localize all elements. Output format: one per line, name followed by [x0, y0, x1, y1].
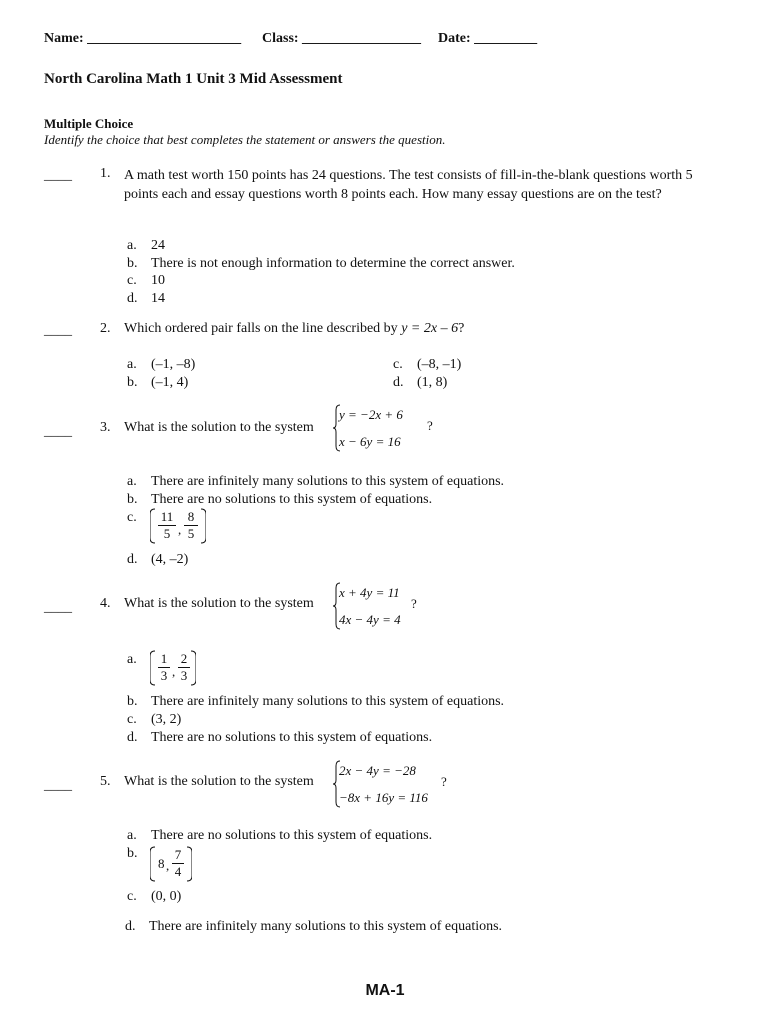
page-footer: MA-1: [365, 982, 405, 999]
fraction-pair: [150, 846, 192, 882]
choice-b[interactable]: [127, 256, 515, 272]
choice-label: c.: [127, 510, 137, 525]
choice-label: d.: [127, 291, 138, 306]
choice-c[interactable]: [127, 712, 181, 728]
choice-text: (4, –2): [151, 552, 189, 567]
choice-text: There are infinitely many solutions to this system of equations.: [151, 474, 505, 489]
fraction-numerator: 11: [160, 509, 174, 524]
fraction-separator: ,: [166, 858, 170, 873]
fraction-denominator: 4: [174, 864, 182, 879]
fraction: [172, 848, 184, 879]
choice-a[interactable]: [127, 474, 504, 490]
choice-text: 10: [151, 273, 165, 288]
choice-a[interactable]: [127, 238, 165, 254]
question-text: What is the solution to the system: [124, 420, 314, 435]
fraction: [184, 510, 198, 541]
question-text-lead: Which ordered pair falls on the line described by: [124, 321, 402, 336]
fraction-numerator: 7: [174, 847, 182, 862]
whole-number: 8: [158, 856, 165, 871]
choice-label: b.: [127, 694, 138, 709]
fraction-denominator: 3: [180, 668, 188, 683]
question-text: A math test worth 150 points has 24 questions. The test consists of fill-in-the-blank questions worth 5 points each and essay questions worth 8 points each. How many essay questions are on the test?: [124, 168, 693, 202]
choice-label: b.: [127, 492, 138, 507]
choice-label: d.: [125, 919, 136, 934]
system-equation-2: −8x + 16y = 116: [339, 790, 428, 805]
choice-b[interactable]: [127, 375, 188, 391]
choice-label: a.: [127, 652, 137, 667]
choice-text: (3, 2): [151, 712, 182, 727]
system-equation-1: 2x − 4y = −28: [339, 763, 416, 778]
parentheses-icon: [150, 846, 192, 882]
equation-system: [333, 760, 448, 808]
fraction: [158, 652, 170, 683]
choice-text: (–1, –8): [151, 357, 196, 372]
question-text: What is the solution to the system: [124, 596, 314, 611]
fraction-denominator: 5: [187, 526, 195, 541]
fraction-numerator: 8: [187, 509, 195, 524]
system-equation-1: y = −2x + 6: [339, 407, 403, 422]
choice-d[interactable]: [393, 375, 447, 391]
choice-text: 14: [151, 291, 165, 306]
choice-text: There are no solutions to this system of equations.: [151, 828, 433, 843]
choice-a[interactable]: [127, 828, 432, 844]
choice-text: 24: [151, 238, 165, 253]
choice-d[interactable]: [127, 291, 165, 307]
choice-a[interactable]: [127, 652, 151, 668]
answer-blank[interactable]: ____: [44, 168, 72, 183]
fraction: [158, 510, 176, 541]
class-field-label: Class: _________________: [262, 31, 422, 46]
choice-text: There are no solutions to this system of equations.: [151, 492, 433, 507]
choice-c[interactable]: [127, 273, 165, 289]
section-instructions: Identify the choice that best completes the statement or answers the question.: [44, 132, 446, 147]
choice-label: b.: [127, 256, 138, 271]
choice-label: c.: [127, 273, 137, 288]
choice-text: (–8, –1): [417, 357, 462, 372]
question-mark: ?: [441, 774, 447, 789]
choice-b[interactable]: [127, 694, 504, 710]
system-equation-2: 4x − 4y = 4: [339, 612, 401, 627]
question-number: 4.: [100, 596, 111, 611]
fraction-numerator: 1: [160, 651, 168, 666]
equation-system: [333, 404, 433, 452]
equation-system: [333, 582, 433, 630]
question-mark: ?: [427, 418, 433, 433]
question-number: 1.: [100, 166, 111, 181]
choice-label: a.: [127, 474, 137, 489]
fraction-denominator: 5: [163, 526, 171, 541]
fraction-separator: ,: [178, 522, 182, 537]
choice-text: (1, 8): [417, 375, 448, 390]
fraction: [178, 652, 190, 683]
choice-text: There is not enough information to determine the correct answer.: [151, 256, 515, 271]
choice-label: a.: [127, 238, 137, 253]
choice-text: There are infinitely many solutions to this system of equations.: [149, 919, 503, 934]
choice-label: a.: [127, 357, 137, 372]
choice-label: c.: [393, 357, 403, 372]
choice-d[interactable]: [127, 730, 432, 746]
choice-label: c.: [127, 889, 137, 904]
answer-blank[interactable]: ____: [44, 778, 72, 793]
fraction-separator: ,: [172, 664, 176, 679]
date-field-label: Date: _________: [438, 31, 538, 46]
choice-d[interactable]: [127, 552, 188, 568]
system-equation-2: x − 6y = 16: [339, 434, 401, 449]
answer-blank[interactable]: ____: [44, 424, 72, 439]
fraction-pair: [150, 508, 206, 544]
question-mark: ?: [411, 596, 417, 611]
answer-blank[interactable]: ____: [44, 600, 72, 615]
question-equation: y = 2x – 6: [401, 321, 459, 336]
page-title: North Carolina Math 1 Unit 3 Mid Assessment: [44, 71, 343, 87]
fraction-numerator: 2: [180, 651, 188, 666]
choice-b[interactable]: [127, 846, 151, 862]
choice-c[interactable]: [393, 357, 461, 373]
question-text: What is the solution to the system: [124, 774, 314, 789]
choice-text: There are no solutions to this system of equations.: [151, 730, 433, 745]
answer-blank[interactable]: ____: [44, 323, 72, 338]
choice-label: b.: [127, 846, 138, 861]
choice-b[interactable]: [127, 492, 432, 508]
question-number: 3.: [100, 420, 111, 435]
choice-label: b.: [127, 375, 138, 390]
choice-label: a.: [127, 828, 137, 843]
choice-c[interactable]: [127, 889, 181, 905]
question-number: 2.: [100, 321, 111, 336]
choice-d[interactable]: [125, 919, 502, 935]
system-equation-1: x + 4y = 11: [339, 585, 400, 600]
choice-a[interactable]: [127, 357, 195, 373]
choice-c[interactable]: [127, 510, 151, 526]
section-heading: Multiple Choice: [44, 116, 134, 131]
question-number: 5.: [100, 774, 111, 789]
choice-label: d.: [127, 552, 138, 567]
question-mark: ?: [458, 321, 465, 336]
fraction-denominator: 3: [160, 668, 168, 683]
question-text: [124, 321, 464, 337]
choice-text: There are infinitely many solutions to this system of equations.: [151, 694, 505, 709]
choice-text: (–1, 4): [151, 375, 189, 390]
choice-label: c.: [127, 712, 137, 727]
choice-label: d.: [127, 730, 138, 745]
fraction-pair: [150, 650, 196, 686]
choice-text: (0, 0): [151, 889, 182, 904]
choice-label: d.: [393, 375, 404, 390]
name-field-label: Name: ______________________: [44, 31, 242, 46]
